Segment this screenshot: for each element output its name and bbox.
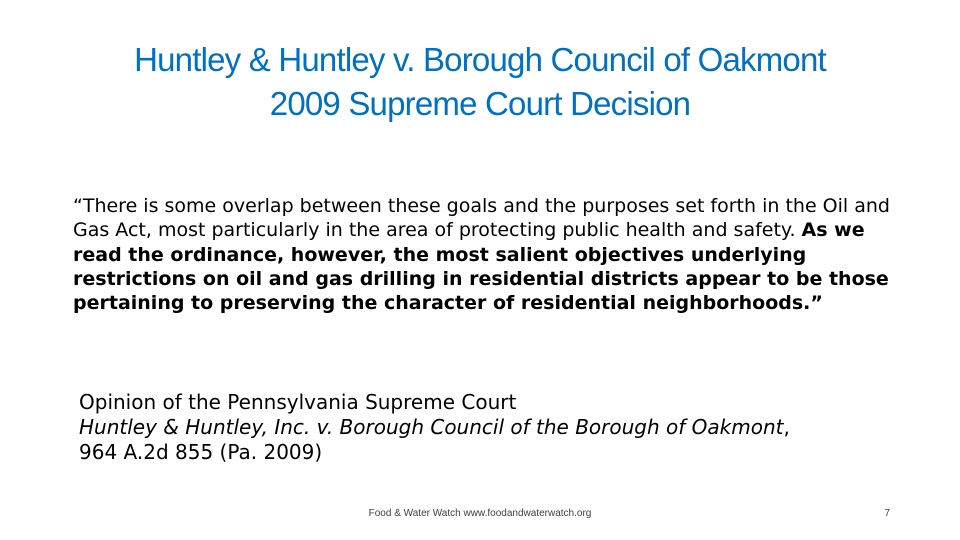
citation-source: Opinion of the Pennsylvania Supreme Court [79,390,517,414]
citation-case-line [79,415,899,440]
quote-bold-text: As we read the ordinance, however, the most salient objectives underlying restrictions on oil and gas drilling in residential districts appear to be those pertaining to preserving the character of residential neighborhoods.” [73,219,889,315]
citation-case-suffix: , [783,415,790,439]
citation [79,390,899,465]
title-line-2: 2009 Supreme Court Decision [269,85,691,122]
slide-title [30,38,930,126]
citation-reporter: 964 A.2d 855 (Pa. 2009) [79,440,323,464]
title-line-1: Huntley & Huntley v. Borough Council of Oakmont [134,41,826,78]
court-quote [73,194,893,315]
citation-case-name: Huntley & Huntley, Inc. v. Borough Council of the Borough of Oakmont [79,415,784,439]
page-number: 7 [884,508,890,519]
quote-plain-text: “There is some overlap between these goals and the purposes set forth in the Oil and Gas Act, most particularly in the area of protecting public health and safety. [73,195,890,242]
footer-text: Food & Water Watch www.foodandwaterwatch.org [368,508,592,519]
